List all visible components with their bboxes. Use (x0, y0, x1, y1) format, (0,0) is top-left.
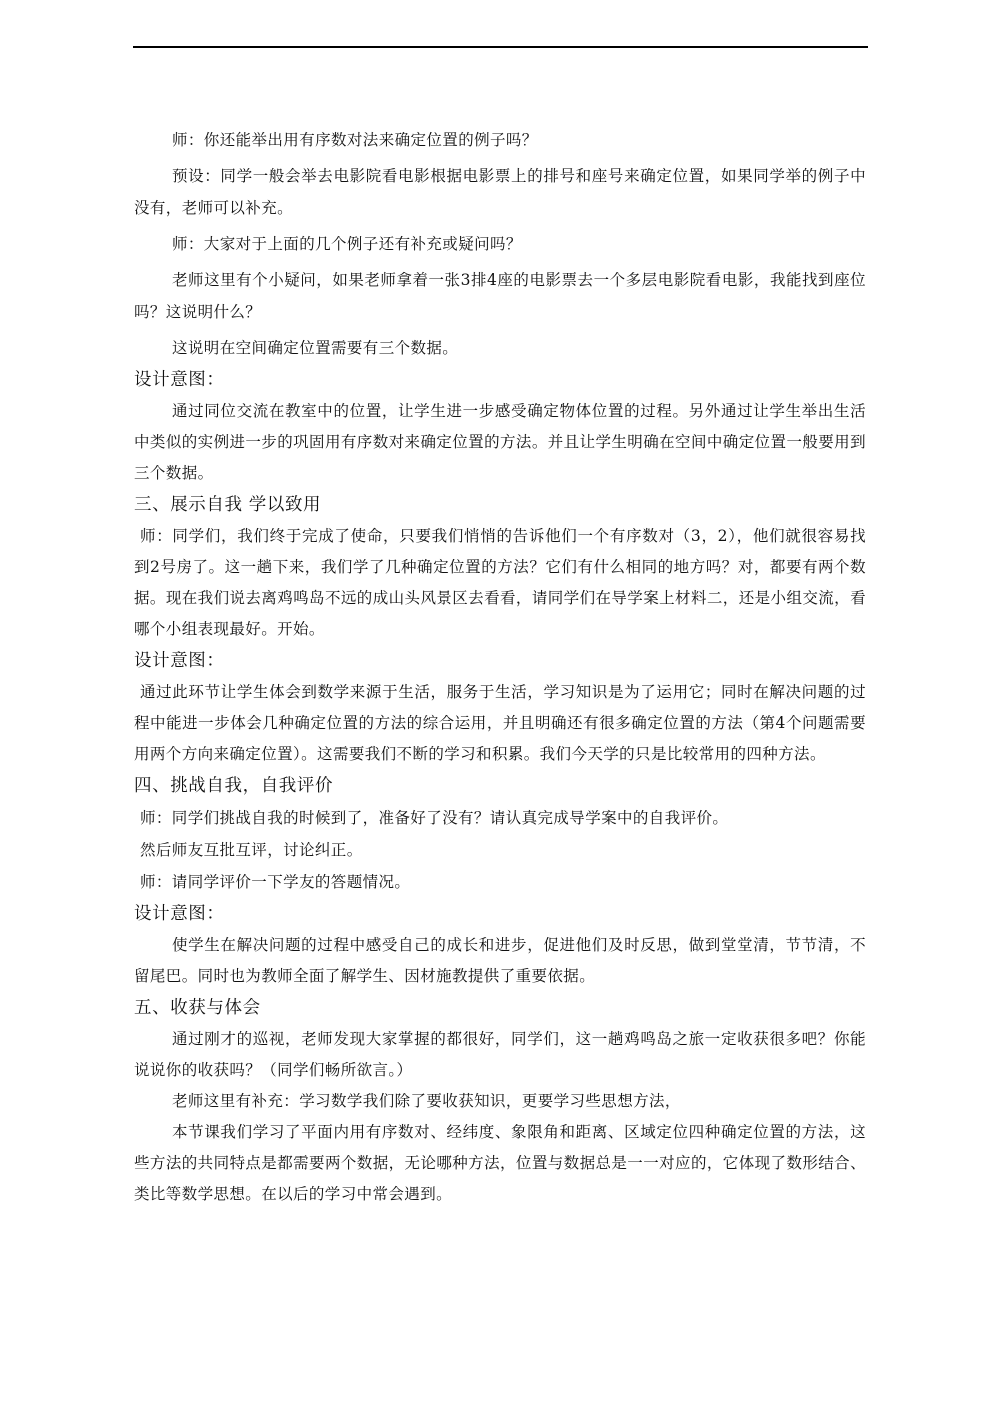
section-heading-3: 三、展示自我 学以致用 (134, 495, 322, 515)
paragraph-three-data: 这说明在空间确定位置需要有三个数据。 (172, 339, 459, 357)
paragraph-teacher-ask: 师：大家对于上面的几个例子还有补充或疑问吗？ (172, 235, 522, 253)
section-3-text: 师：同学们，我们终于完成了使命，只要我们悄悄的告诉他们一个有序数对（3，2），他们就很容易找到2号房了。这一趟下来，我们学了几种确定位置的方法？它们有什么相同的地方吗？对，都要有两个数据。现在我们说去离鸡鸣岛不远的成山头风景区去看看，请同学们在导学案上材料二，还是小组交流，看哪个小组表现最好。开始。 (134, 527, 866, 638)
section-5-paragraph-2: 老师这里有补充：学习数学我们除了要收获知识，更要学习些思想方法， (172, 1092, 681, 1110)
design-intent-text-1: 通过同位交流在教室中的位置，让学生进一步感受确定物体位置的过程。另外通过让学生举出生活中类似的实例进一步的巩固用有序数对来确定位置的方法。并且让学生明确在空间中确定位置一般要用到三个数据。 (134, 402, 866, 482)
design-intent-label-2: 设计意图： (134, 651, 225, 671)
section-heading-4: 四、挑战自我，自我评价 (134, 776, 334, 796)
section-heading-5: 五、收获与体会 (134, 998, 261, 1018)
section-4-paragraph-3: 师：请同学评价一下学友的答题情况。 (140, 873, 411, 891)
design-intent-text-2: 通过此环节让学生体会到数学来源于生活，服务于生活，学习知识是为了运用它；同时在解决问题的过程中能进一步体会几种确定位置的方法的综合运用，并且明确还有很多确定位置的方法（第4个问题需要用两个方向来确定位置）。这需要我们不断的学习和积累。我们今天学的只是比较常用的四种方法。 (134, 683, 866, 763)
section-4-paragraph-2: 然后师友互批互评，讨论纠正。 (140, 841, 363, 859)
paragraph-teacher-doubt: 老师这里有个小疑问，如果老师拿着一张3排4座的电影票去一个多层电影院看电影，我能找到座位吗？这说明什么？ (134, 271, 866, 321)
design-intent-label-1: 设计意图： (134, 370, 225, 390)
section-4-paragraph-1: 师：同学们挑战自我的时候到了，准备好了没有？请认真完成导学案中的自我评价。 (140, 809, 729, 827)
section-5-paragraph-1: 通过刚才的巡视，老师发现大家掌握的都很好，同学们，这一趟鸡鸣岛之旅一定收获很多吧？你能说说你的收获吗？（同学们畅所欲言。） (134, 1030, 866, 1079)
paragraph-preset: 预设：同学一般会举去电影院看电影根据电影票上的排号和座号来确定位置，如果同学举的例子中没有，老师可以补充。 (134, 167, 866, 217)
document-body (134, 124, 866, 1210)
header-rule (133, 46, 868, 48)
design-intent-text-3: 使学生在解决问题的过程中感受自己的成长和进步，促进他们及时反思，做到堂堂清，节节清，不留尾巴。同时也为教师全面了解学生、因材施教提供了重要依据。 (134, 936, 866, 985)
design-intent-label-3: 设计意图： (134, 904, 225, 924)
section-5-paragraph-3: 本节课我们学习了平面内用有序数对、经纬度、象限角和距离、区域定位四种确定位置的方法，这些方法的共同特点是都需要两个数据，无论哪种方法，位置与数据总是一一对应的，它体现了数形结合、类比等数学思想。在以后的学习中常会遇到。 (134, 1123, 866, 1203)
paragraph-teacher-question: 师：你还能举出用有序数对法来确定位置的例子吗？ (172, 131, 538, 149)
